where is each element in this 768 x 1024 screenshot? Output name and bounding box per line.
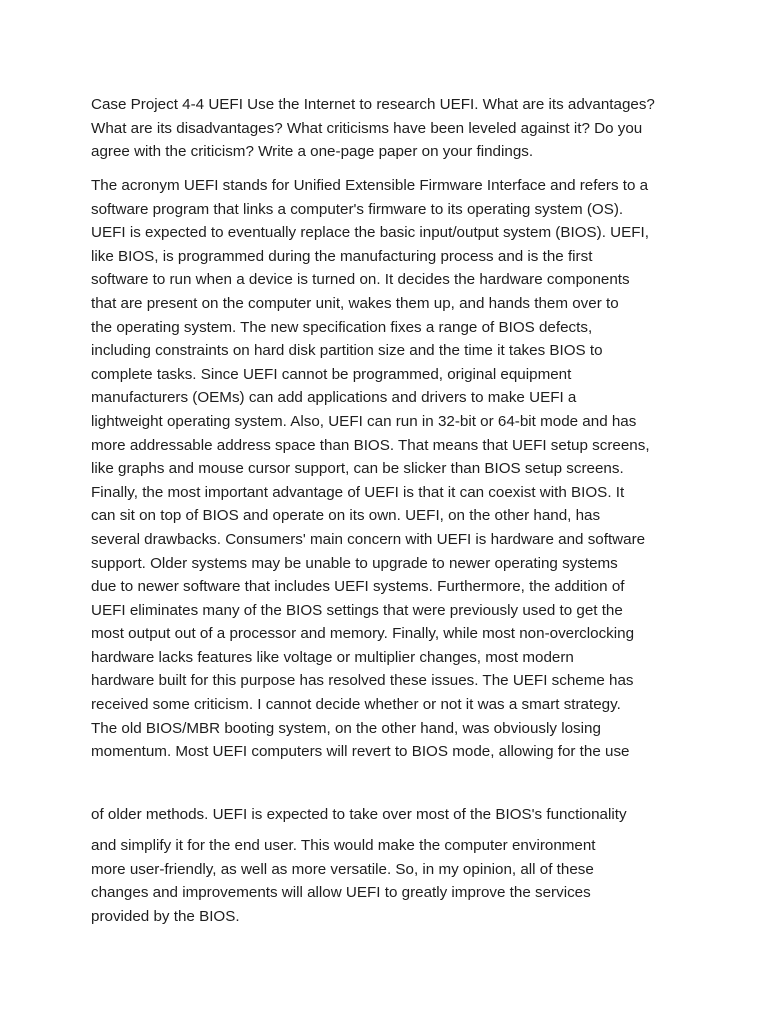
essay-continued-line bbox=[91, 803, 691, 827]
body-line: software program that links a computer's firmware to its operating system (OS). bbox=[91, 200, 624, 218]
body-line: Finally, the most important advantage of UEFI is that it can coexist with BIOS. It bbox=[91, 483, 625, 501]
body-line: received some criticism. I cannot decide whether or not it was a smart strategy. bbox=[91, 696, 621, 714]
prompt-line: What are its disadvantages? What criticisms have been leveled against it? Do you bbox=[91, 119, 643, 137]
body-line: due to newer software that includes UEFI systems. Furthermore, the addition of bbox=[91, 578, 625, 596]
body-line: several drawbacks. Consumers' main concern with UEFI is hardware and software bbox=[91, 530, 646, 548]
body-line: more addressable address space than BIOS. That means that UEFI setup screens, bbox=[91, 436, 650, 454]
body-line: momentum. Most UEFI computers will revert to BIOS mode, allowing for the use bbox=[91, 743, 630, 761]
body-line: including constraints on hard disk partition size and the time it takes BIOS to bbox=[91, 342, 603, 360]
body-line: The acronym UEFI stands for Unified Extensible Firmware Interface and refers to a bbox=[91, 177, 649, 194]
essay-closing-paragraph bbox=[91, 834, 691, 928]
body-line: lightweight operating system. Also, UEFI can run in 32-bit or 64-bit mode and has bbox=[91, 412, 637, 430]
body-line: support. Older systems may be unable to upgrade to newer operating systems bbox=[91, 554, 618, 572]
closing-line: provided by the BIOS. bbox=[91, 907, 240, 925]
body-line: like BIOS, is programmed during the manufacturing process and is the first bbox=[91, 247, 593, 265]
body-line: hardware lacks features like voltage or multiplier changes, most modern bbox=[91, 648, 574, 666]
assignment-prompt bbox=[91, 93, 691, 164]
body-line: can sit on top of BIOS and operate on its own. UEFI, on the other hand, has bbox=[91, 507, 601, 525]
body-line: UEFI eliminates many of the BIOS settings that were previously used to get the bbox=[91, 601, 623, 619]
body-line: the operating system. The new specification fixes a range of BIOS defects, bbox=[91, 318, 593, 336]
body-line: like graphs and mouse cursor support, can be slicker than BIOS setup screens. bbox=[91, 460, 624, 478]
body-line: most output out of a processor and memory. Finally, while most non-overclocking bbox=[91, 625, 635, 643]
body-line: manufacturers (OEMs) can add applications and drivers to make UEFI a bbox=[91, 389, 577, 407]
body-line: The old BIOS/MBR booting system, on the other hand, was obviously losing bbox=[91, 719, 601, 737]
body-line: that are present on the computer unit, wakes them up, and hands them over to bbox=[91, 294, 619, 312]
body-line: complete tasks. Since UEFI cannot be programmed, original equipment bbox=[91, 365, 572, 383]
prompt-line: Case Project 4-4 UEFI Use the Internet to research UEFI. What are its advantages? bbox=[91, 96, 655, 113]
body-line: software to run when a device is turned on. It decides the hardware components bbox=[91, 271, 630, 289]
continued-line: of older methods. UEFI is expected to take over most of the BIOS's functionality bbox=[91, 806, 627, 823]
prompt-line: agree with the criticism? Write a one-page paper on your findings. bbox=[91, 143, 534, 161]
closing-line: and simplify it for the end user. This would make the computer environment bbox=[91, 837, 596, 854]
body-line: hardware built for this purpose has resolved these issues. The UEFI scheme has bbox=[91, 672, 634, 690]
body-line: UEFI is expected to eventually replace the basic input/output system (BIOS). UEFI, bbox=[91, 224, 649, 242]
closing-line: changes and improvements will allow UEFI to greatly improve the services bbox=[91, 884, 591, 902]
closing-line: more user-friendly, as well as more versatile. So, in my opinion, all of these bbox=[91, 860, 594, 878]
essay-body-paragraph bbox=[91, 174, 691, 764]
